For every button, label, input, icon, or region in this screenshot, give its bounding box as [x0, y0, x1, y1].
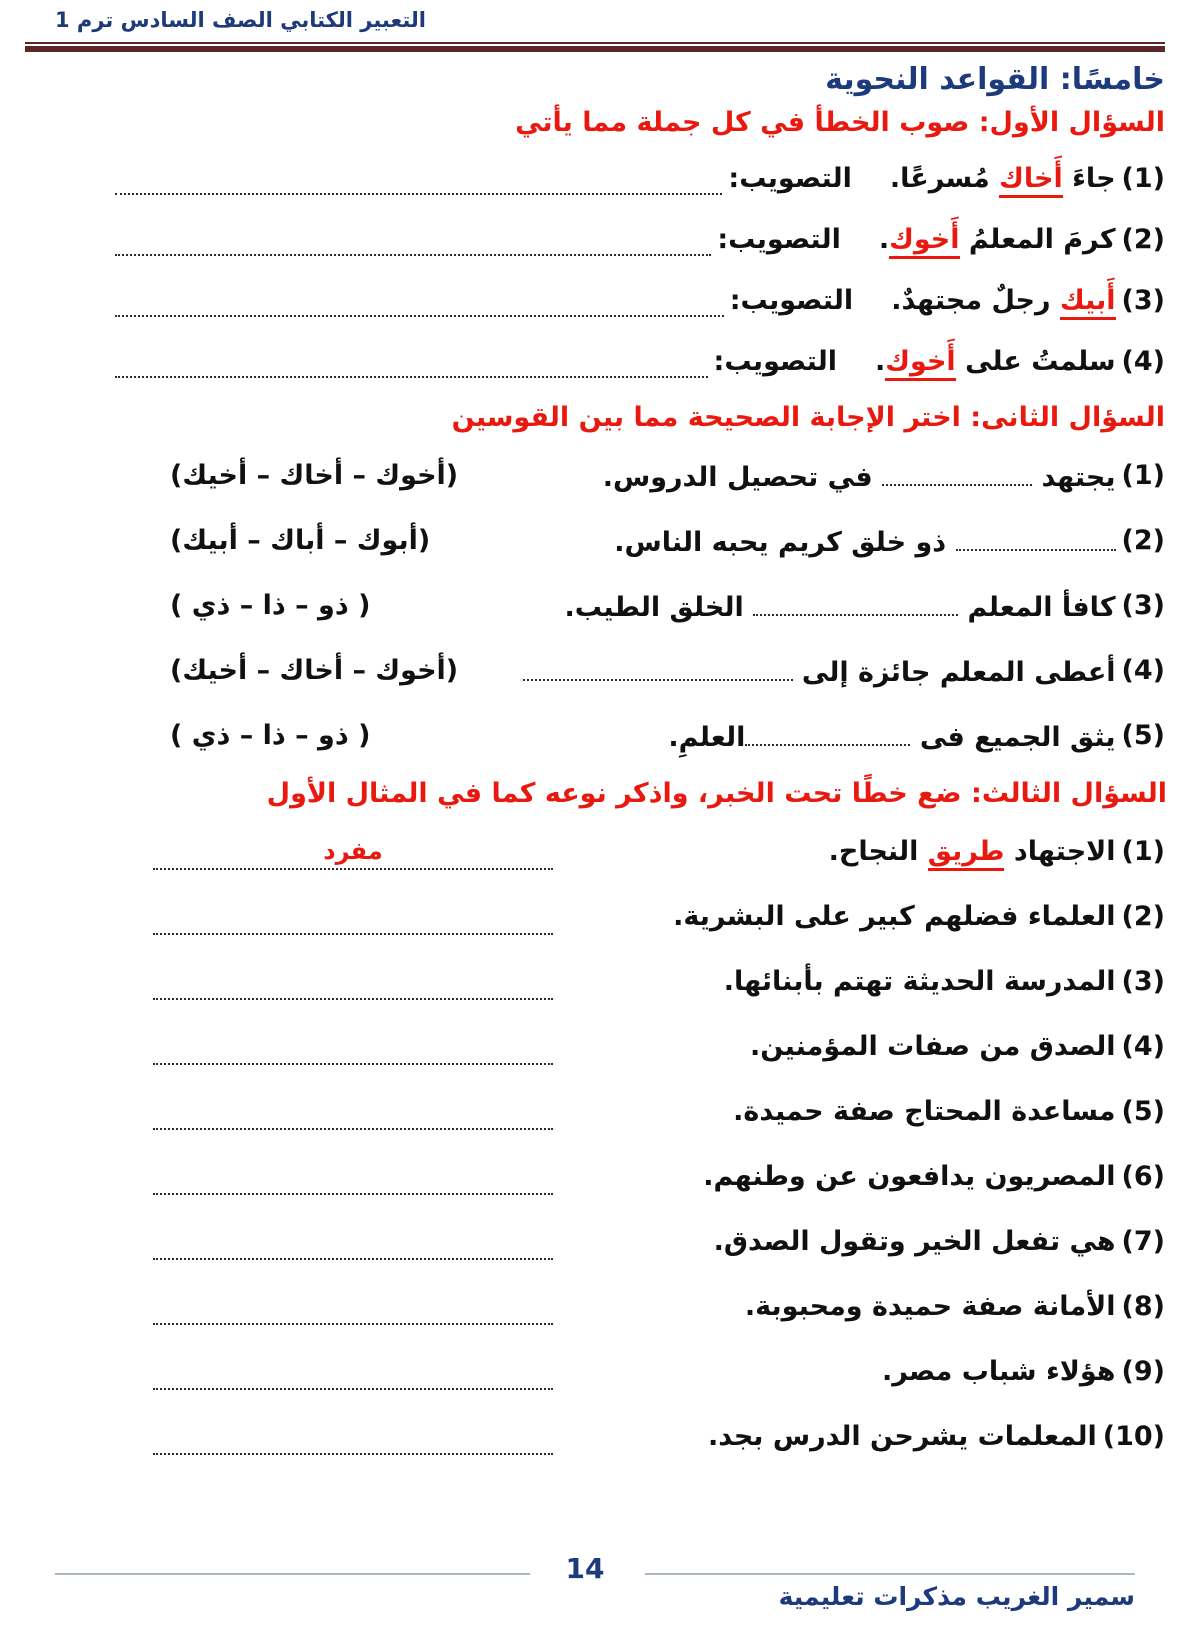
answer-line — [153, 1029, 553, 1065]
answer-line — [153, 964, 553, 1000]
sentence — [750, 1031, 1115, 1062]
sentence-text: العلماء فضلهم كبير على البشرية. — [673, 901, 1116, 932]
item-number: (3) — [1121, 966, 1165, 997]
error-word: أَخوك — [889, 224, 959, 259]
fill-blank — [956, 523, 1116, 551]
fill-blank — [882, 458, 1032, 486]
sentence — [891, 285, 1115, 316]
correction-label: التصويب: — [728, 163, 852, 194]
answer-line — [153, 1224, 553, 1260]
item-number: (2) — [1121, 901, 1165, 932]
choices: ( ذو – ذا – ذي ) — [170, 590, 371, 621]
example-answer: مفرد — [323, 836, 383, 865]
q3-item-3 — [25, 949, 1165, 1014]
item-number: (3) — [1121, 285, 1165, 316]
sentence-after: ذو خلق كريم يحبه الناس. — [614, 527, 947, 558]
choices: (أبوك – أباك – أبيك) — [170, 525, 431, 556]
item-number: (8) — [1121, 1291, 1165, 1322]
q1-item-2 — [25, 209, 1165, 270]
answer-line — [153, 1094, 553, 1130]
item-number: (4) — [1121, 346, 1165, 377]
sentence-pre: سلمتُ على — [965, 346, 1116, 377]
sentence-text: هؤلاء شباب مصر. — [881, 1356, 1116, 1387]
sentence — [879, 224, 1116, 255]
question2-title: السؤال الثانى: اختر الإجابة الصحيحة مما بين القوسين — [451, 402, 1165, 433]
choices: ( ذو – ذا – ذي ) — [170, 720, 371, 751]
header-divider-thick-line — [25, 46, 1165, 52]
sentence — [708, 1421, 1097, 1452]
sentence — [703, 1161, 1115, 1192]
item-number: (6) — [1121, 1161, 1165, 1192]
error-word: أَخاك — [999, 163, 1063, 198]
sentence-before: يثق الجميع فى — [919, 722, 1116, 753]
footer-publisher: سمير الغريب مذكرات تعليمية — [778, 1582, 1135, 1611]
question1-title: السؤال الأول: صوب الخطأ في كل جملة مما يأتي — [515, 107, 1165, 138]
worksheet-content — [25, 58, 1165, 1469]
sentence-before: كافأ المعلم — [967, 592, 1116, 623]
fill-blank — [745, 718, 910, 746]
underlined-word: طريق — [928, 836, 1005, 871]
q3-item-4 — [25, 1014, 1165, 1079]
q3-item-10 — [25, 1404, 1165, 1469]
sentence-pre: الاجتهاد — [1013, 836, 1116, 867]
item-number: (3) — [1121, 590, 1165, 621]
sentence-text: الأمانة صفة حميدة ومحبوبة. — [744, 1291, 1116, 1322]
choices: (أخوك – أخاك – أخيك) — [170, 460, 459, 491]
page-number: 14 — [565, 1552, 605, 1585]
item-number: (10) — [1102, 1421, 1165, 1452]
sentence-pre: جاءَ — [1072, 163, 1116, 194]
footer-divider-left — [55, 1573, 530, 1575]
item-number: (5) — [1121, 720, 1165, 751]
sentence — [668, 718, 1115, 753]
item-number: (7) — [1121, 1226, 1165, 1257]
sentence-text: هي تفعل الخير وتقول الصدق. — [713, 1226, 1116, 1257]
fill-blank — [523, 653, 793, 681]
sentence — [714, 1226, 1116, 1257]
answer-line — [115, 163, 722, 195]
sentence — [829, 836, 1116, 867]
item-number: (1) — [1121, 460, 1165, 491]
q3-item-2 — [25, 884, 1165, 949]
error-word: أَخوك — [885, 346, 955, 381]
footer-divider-right — [645, 1573, 1135, 1575]
answer-line — [153, 1419, 553, 1455]
item-number: (1) — [1121, 836, 1165, 867]
q1-item-3 — [25, 270, 1165, 331]
sentence-pre: كرمَ المعلمُ — [968, 224, 1116, 255]
q2-item-1 — [25, 443, 1165, 508]
q3-item-1 — [25, 819, 1165, 884]
sentence-after: الخلق الطيب. — [564, 592, 744, 623]
item-number: (2) — [1121, 224, 1165, 255]
q3-item-8 — [25, 1274, 1165, 1339]
correction-label: التصويب: — [717, 224, 841, 255]
answer-line — [153, 1354, 553, 1390]
sentence — [724, 966, 1116, 997]
header-divider-thin-line — [25, 42, 1165, 44]
sentence-text: المعلمات يشرحن الدرس بجد. — [708, 1421, 1097, 1452]
sentence-text: المصريون يدافعون عن وطنهم. — [703, 1161, 1116, 1192]
document-header-title: التعبير الكتابي الصف السادس ترم 1 — [55, 8, 426, 32]
sentence — [875, 346, 1116, 377]
sentence-post: . — [878, 224, 890, 255]
choices: (أخوك – أخاك – أخيك) — [170, 655, 459, 686]
sentence-after: العلمِ. — [668, 722, 746, 753]
sentence-post: . — [875, 346, 886, 377]
q2-item-5 — [25, 703, 1165, 768]
sentence — [614, 523, 1115, 558]
question3-title: السؤال الثالث: ضع خطًا تحت الخبر، واذكر نوعه كما في المثال الأول — [266, 778, 1167, 809]
q3-item-7 — [25, 1209, 1165, 1274]
answer-line — [153, 1289, 553, 1325]
item-number: (5) — [1121, 1096, 1165, 1127]
sentence — [882, 1356, 1116, 1387]
section-title: خامسًا: القواعد النحوية — [825, 62, 1165, 97]
error-word: أَبيك — [1060, 285, 1116, 320]
sentence-post: النجاح. — [828, 836, 928, 867]
q3-item-6 — [25, 1144, 1165, 1209]
answer-line — [115, 285, 724, 317]
item-number: (4) — [1121, 655, 1165, 686]
sentence-post: مُسرعًا. — [889, 163, 1000, 194]
sentence — [745, 1291, 1116, 1322]
answer-line — [153, 899, 553, 935]
answer-line — [153, 834, 553, 870]
sentence-post: رجلٌ مجتهدٌ. — [891, 285, 1060, 316]
answer-line — [115, 224, 711, 256]
item-number: (2) — [1121, 525, 1165, 556]
sentence-text: مساعدة المحتاج صفة حميدة. — [733, 1096, 1116, 1127]
q1-item-4 — [25, 331, 1165, 392]
answer-line — [115, 346, 708, 378]
sentence-before: يجتهد — [1041, 462, 1116, 493]
sentence — [523, 653, 1116, 688]
q3-item-9 — [25, 1339, 1165, 1404]
sentence — [565, 588, 1116, 623]
q1-item-1 — [25, 148, 1165, 209]
sentence-after: في تحصيل الدروس. — [602, 462, 873, 493]
sentence — [673, 901, 1115, 932]
item-number: (9) — [1121, 1356, 1165, 1387]
header-divider — [25, 42, 1165, 52]
fill-blank — [753, 588, 958, 616]
correction-label: التصويب: — [729, 285, 854, 316]
q3-item-5 — [25, 1079, 1165, 1144]
q2-item-2 — [25, 508, 1165, 573]
correction-label: التصويب: — [713, 346, 838, 377]
sentence-before: أعطى المعلم جائزة إلى — [801, 657, 1116, 688]
q2-item-3 — [25, 573, 1165, 638]
sentence — [733, 1096, 1115, 1127]
sentence — [890, 163, 1116, 194]
sentence — [603, 458, 1116, 493]
sentence-text: المدرسة الحديثة تهتم بأبنائها. — [723, 966, 1116, 997]
sentence-text: الصدق من صفات المؤمنين. — [750, 1031, 1116, 1062]
item-number: (1) — [1121, 163, 1165, 194]
item-number: (4) — [1121, 1031, 1165, 1062]
q2-item-4 — [25, 638, 1165, 703]
answer-line — [153, 1159, 553, 1195]
